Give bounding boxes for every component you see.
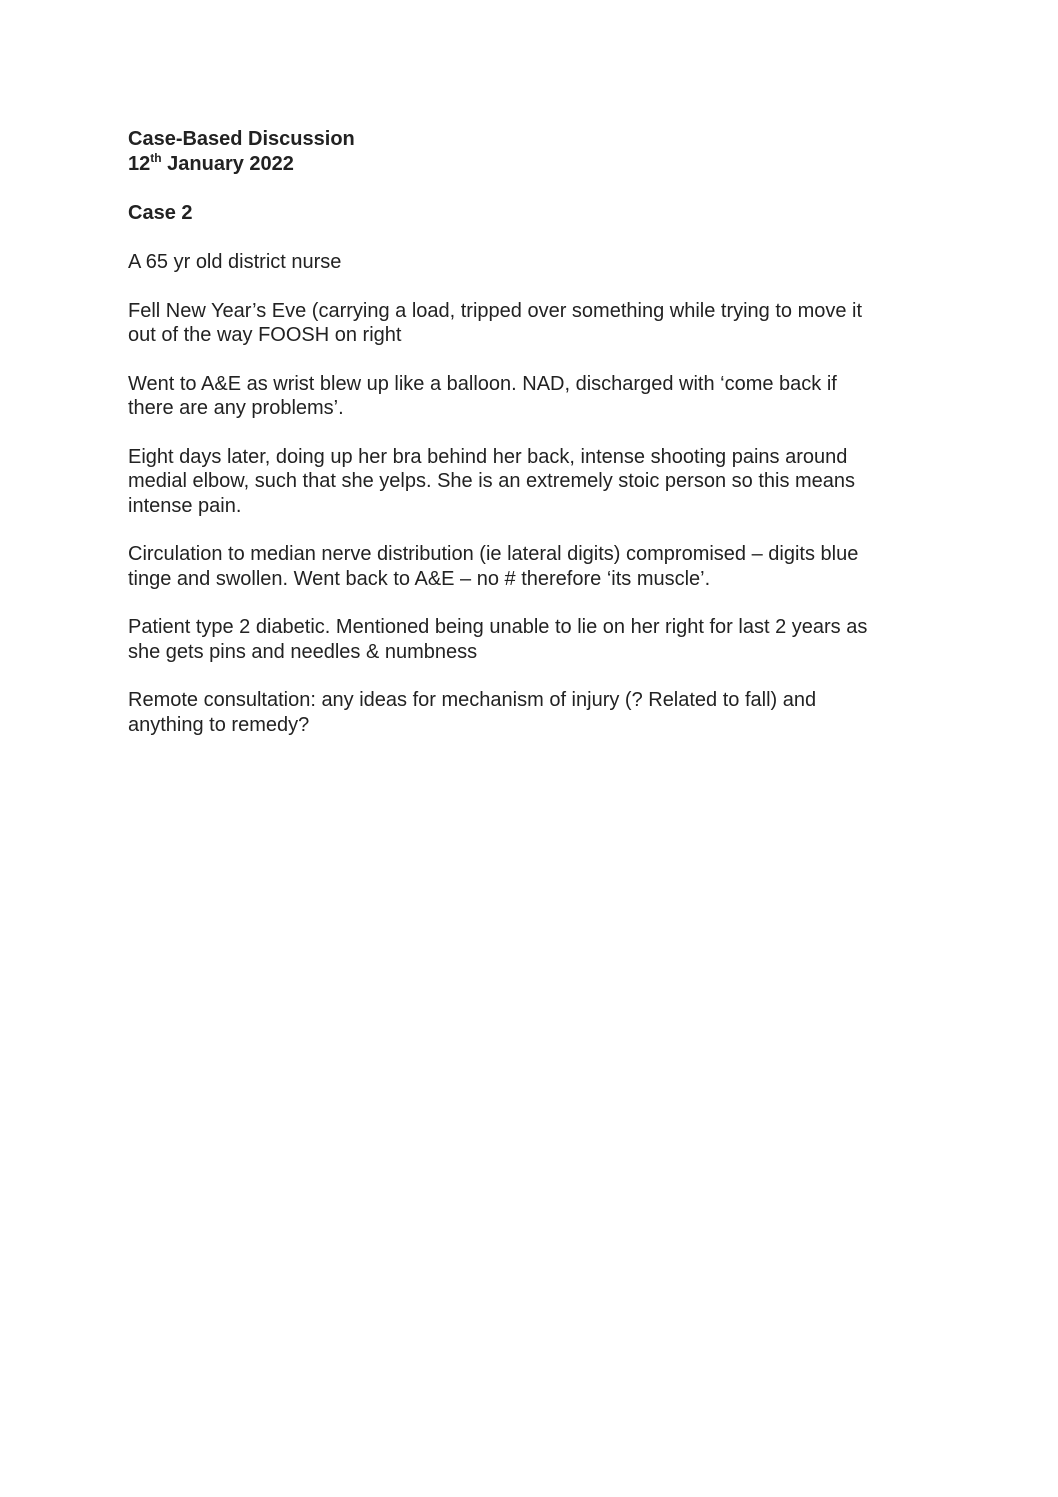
- document-page: [128, 127, 928, 737]
- paragraph-line: Eight days later, doing up her bra behind her back, intense shooting pains around: [128, 445, 848, 468]
- paragraph-line: Remote consultation: any ideas for mechanism of injury (? Related to fall) and: [128, 689, 817, 711]
- paragraph-patient: [128, 250, 928, 275]
- paragraph-line: out of the way FOOSH on right: [128, 324, 402, 346]
- document-title: Case-Based Discussion: [128, 128, 355, 150]
- date-suffix: th: [150, 151, 162, 165]
- paragraph-line: she gets pins and needles & numbness: [128, 640, 478, 663]
- paragraph-line: Patient type 2 diabetic. Mentioned being unable to lie on her right for last 2 years as: [128, 616, 868, 638]
- paragraph-elbow-pain: [128, 445, 928, 519]
- paragraph-line: Fell New Year’s Eve (carrying a load, tripped over something while trying to move it: [128, 299, 863, 322]
- case-label: Case 2: [128, 202, 193, 224]
- paragraph-line: there are any problems’.: [128, 397, 344, 419]
- paragraph-line: Went to A&E as wrist blew up like a balloon. NAD, discharged with ‘come back if: [128, 372, 837, 395]
- paragraph-diabetic: [128, 615, 928, 664]
- paragraph-remote-consultation: [128, 688, 928, 737]
- paragraph-ae-visit: [128, 372, 928, 421]
- paragraph-circulation: [128, 542, 928, 591]
- paragraph-line: intense pain.: [128, 494, 242, 517]
- paragraph-line: anything to remedy?: [128, 713, 310, 736]
- paragraph-line: A 65 yr old district nurse: [128, 251, 342, 273]
- document-date: [128, 152, 928, 177]
- paragraph-line: Circulation to median nerve distribution (ie lateral digits) compromised – digits blue: [128, 543, 859, 565]
- paragraph-line: tinge and swollen. Went back to A&E – no # therefore ‘its muscle’.: [128, 567, 711, 590]
- date-day: 12: [128, 153, 151, 175]
- date-rest: January 2022: [161, 153, 294, 175]
- paragraph-fall: [128, 299, 928, 348]
- paragraph-line: medial elbow, such that she yelps. She is an extremely stoic person so this means: [128, 470, 856, 492]
